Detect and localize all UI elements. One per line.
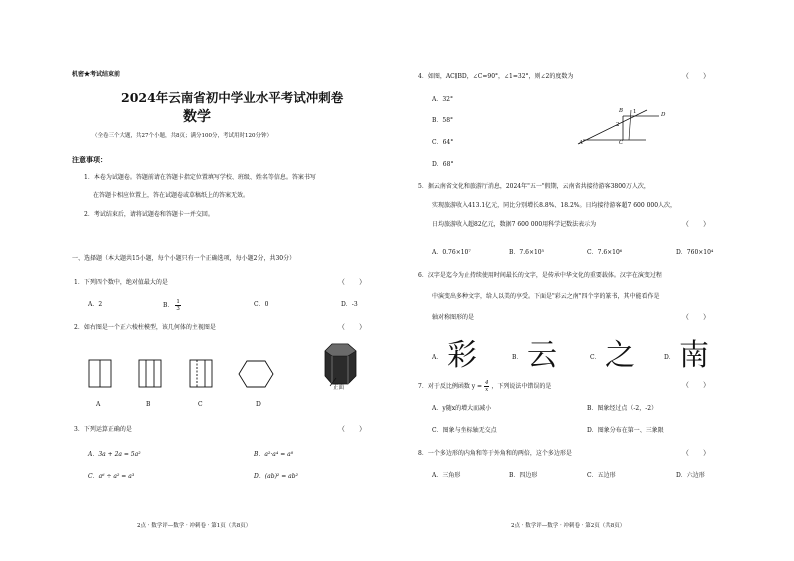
q2-option-b-figure bbox=[139, 360, 161, 387]
question-2-answer-paren: （ ） bbox=[338, 323, 366, 331]
q2-view-options-figure bbox=[80, 356, 290, 392]
question-7-suffix: ，下列说法中错误的是 bbox=[491, 383, 552, 390]
q6-label-a: A． bbox=[432, 354, 443, 361]
question-2: 2．如右图是一个正六棱柱模型，该几何体的主视图是 bbox=[74, 324, 216, 331]
question-7-answer-paren: （ ） bbox=[682, 381, 710, 389]
note-1a: 1．本卷为试题卷。答题前请在答题卡指定位置填写学校、班级、姓名等信息。答案书写 bbox=[84, 174, 316, 181]
q4-label-a: A bbox=[579, 140, 583, 146]
note-1b: 在答题卡相应位置上，答在试题卷或草稿纸上的答案无效。 bbox=[93, 192, 250, 199]
q1-option-b-fraction bbox=[175, 299, 181, 312]
q1-fraction-den: 3 bbox=[176, 306, 180, 312]
question-4-answer-paren: （ ） bbox=[682, 72, 710, 80]
question-6-line-3: 轴对称图形的是 bbox=[432, 314, 475, 321]
q3-option-b: B．a²·a⁴ = a⁸ bbox=[254, 451, 294, 458]
q1-option-c: C．0 bbox=[254, 301, 269, 308]
q5-option-b: B．7.6×10⁵ bbox=[509, 249, 545, 256]
q4-geometry-figure bbox=[573, 106, 683, 152]
q6-label-d: D． bbox=[664, 354, 675, 361]
q6-glyph-a: 彩 bbox=[447, 338, 477, 373]
q5-option-a: A．0.76×10⁷ bbox=[432, 249, 471, 256]
q8-option-a: A．三角形 bbox=[432, 472, 461, 479]
q7-option-c: C．图象与坐标轴无交点 bbox=[432, 427, 497, 434]
q2-label-a: A bbox=[96, 401, 101, 408]
q7-option-d: D．图象分布在第一、三象限 bbox=[587, 427, 664, 434]
right-page-footer: 2点 · 数学评—数学 · 冲刺卷 · 第2页（共8页） bbox=[511, 523, 626, 529]
q2-option-a-figure bbox=[89, 360, 111, 387]
q1-option-d: D．-3 bbox=[341, 301, 358, 308]
q2-option-d-figure bbox=[239, 361, 273, 387]
q2-label-b: B bbox=[146, 401, 151, 408]
q3-option-a: A．3a + 2a = 5a² bbox=[88, 451, 141, 458]
section-1-heading: 一、选择题（本大题共15小题，每个小题只有一个正确选项，每小题2分，共30分） bbox=[72, 255, 296, 262]
front-view-label: 正面 bbox=[333, 385, 345, 391]
exam-info: （全卷三个大题，共27个小题，共8页；满分100分，考试用时120分钟） bbox=[92, 133, 272, 139]
q7-fraction bbox=[484, 380, 490, 393]
q4-angle-2-label: 2 bbox=[616, 122, 620, 128]
q6-glyph-c: 之 bbox=[605, 338, 635, 373]
q3-option-d: D．(ab)² = ab² bbox=[254, 473, 298, 480]
q3-option-c: C．a⁶ ÷ a² = a³ bbox=[88, 473, 135, 480]
q4-angle-1-label: 1 bbox=[633, 109, 637, 115]
question-5-answer-paren: （ ） bbox=[682, 220, 710, 228]
question-7 bbox=[418, 380, 551, 393]
notes-title: 注意事项： bbox=[72, 155, 107, 164]
question-8-answer-paren: （ ） bbox=[682, 449, 710, 457]
question-5-line-3: 日均旅游收入超82亿元，数据7 600 000用科学记数法表示为 bbox=[432, 221, 597, 228]
q4-label-c: C bbox=[619, 140, 624, 146]
q7-option-b: B．图象经过点（-2，-2） bbox=[587, 405, 658, 412]
question-6-line-1: 6．汉字是迄今为止持续使用时间最长的文字，是传承中华文化的重要载体。汉字在演变过程 bbox=[418, 272, 662, 279]
q7-fraction-den: x bbox=[485, 387, 489, 393]
q1-option-b bbox=[163, 299, 181, 312]
question-5-line-2: 实现旅游收入413.1亿元，同比分别增长8.8%、18.2%。日均接待游客超7 600 000人次， bbox=[432, 202, 677, 209]
q6-glyph-d: 南 bbox=[679, 338, 709, 373]
q1-option-a: A．2 bbox=[88, 301, 103, 308]
left-page-footer: 2点 · 数学评—数学 · 冲刺卷 · 第1页（共8页） bbox=[137, 523, 252, 529]
question-1-answer-paren: （ ） bbox=[338, 278, 366, 286]
q1-fraction-num: 1 bbox=[176, 299, 180, 305]
q2-option-c-figure bbox=[190, 360, 212, 387]
q8-option-d: D．六边形 bbox=[676, 472, 705, 479]
exam-title: 2024年云南省初中学业水平考试冲刺卷 bbox=[121, 90, 344, 105]
question-8: 8．一个多边形的内角和等于外角和的两倍，这个多边形是 bbox=[418, 450, 572, 457]
q6-label-b: B． bbox=[512, 354, 523, 361]
subject-title: 数学 bbox=[183, 109, 211, 125]
question-6-answer-paren: （ ） bbox=[682, 313, 710, 321]
q4-option-a: A．32° bbox=[432, 96, 453, 103]
q2-label-c: C bbox=[198, 401, 203, 408]
q5-option-d: D．760×10⁴ bbox=[676, 249, 714, 256]
q4-label-d: D bbox=[661, 112, 666, 118]
question-4: 4．如图，AC∥BD，∠C=90°，∠1=32°，则∠2的度数为 bbox=[418, 73, 574, 80]
question-5-line-1: 5．据云南省文化和旅游厅消息，2024年"五一"假期，云南省共接待游客3800万人次， bbox=[418, 183, 650, 190]
q5-option-c: C．7.6×10⁶ bbox=[587, 249, 623, 256]
q6-glyph-b: 云 bbox=[527, 338, 557, 373]
right-page bbox=[397, 0, 794, 561]
q8-option-b: B．四边形 bbox=[509, 472, 538, 479]
q4-option-d: D．68° bbox=[432, 161, 454, 168]
note-2: 2．考试结束后，请将试题卷和答题卡一并交回。 bbox=[84, 211, 214, 218]
secret-label: 机密★考试结束前 bbox=[72, 71, 121, 78]
q4-option-c: C．64° bbox=[432, 139, 454, 146]
question-3-answer-paren: （ ） bbox=[338, 425, 366, 433]
question-7-prefix: 7．对于反比例函数 y = bbox=[418, 383, 483, 390]
question-6-line-2: 中演变出多种文字，给人以美的享受。下面是"彩云之南"四个字的篆书，其中能看作是 bbox=[432, 293, 660, 300]
question-1: 1．下列四个数中，绝对值最大的是 bbox=[74, 279, 168, 286]
q2-label-d: D bbox=[256, 401, 261, 408]
q4-label-b: B bbox=[619, 108, 624, 114]
q7-option-a: A．y随x的增大而减小 bbox=[432, 405, 492, 412]
question-3: 3．下列运算正确的是 bbox=[74, 426, 132, 433]
q8-option-c: C．五边形 bbox=[587, 472, 616, 479]
q1-option-b-label: B． bbox=[163, 302, 174, 309]
q7-fraction-num: 4 bbox=[484, 380, 489, 386]
q6-label-c: C． bbox=[590, 354, 601, 361]
q4-option-b: B．58° bbox=[432, 117, 454, 124]
